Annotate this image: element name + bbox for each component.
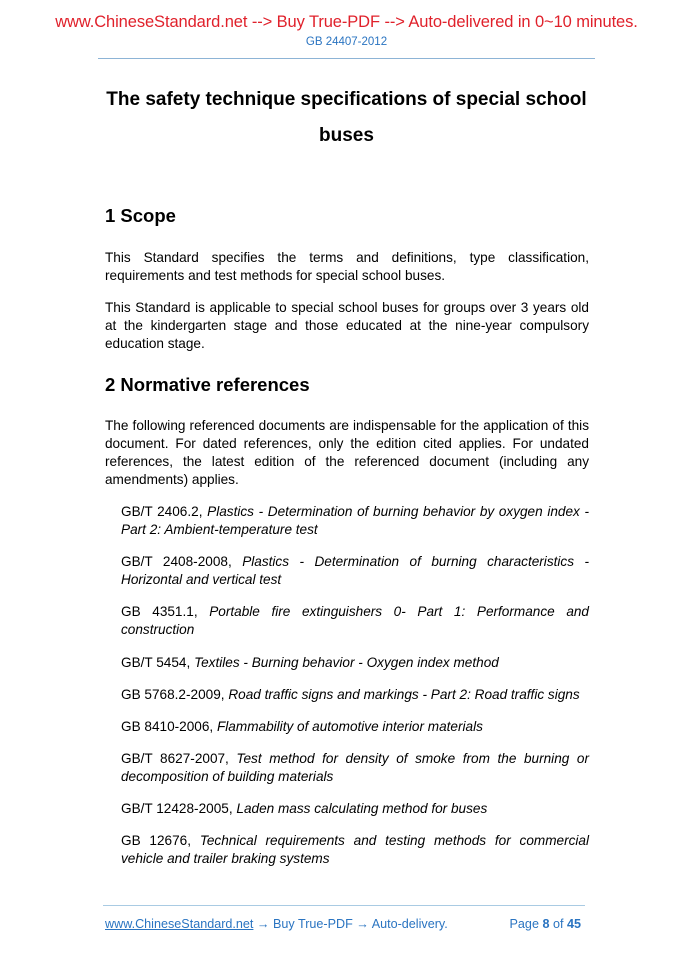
promo-banner[interactable]: www.ChineseStandard.net --> Buy True-PDF --> Auto-delivered in 0~10 minutes. <box>55 13 638 31</box>
reference-title: Flammability of automotive interior materials <box>216 719 483 734</box>
reference-item <box>121 503 589 539</box>
reference-code: GB 8410-2006, <box>121 719 214 734</box>
page-indicator <box>510 917 581 931</box>
reference-item <box>121 553 589 589</box>
reference-code: GB 4351.1, <box>121 604 198 619</box>
footer-link[interactable]: www.ChineseStandard.net <box>105 917 254 931</box>
normative-references-intro: The following referenced documents are indispensable for the application of this document. For dated references, only the edition cited applies. For undated references, the latest edition of the referenced document (including any amendments) applies. <box>105 418 589 487</box>
page-footer <box>105 917 585 931</box>
reference-code: GB/T 8627-2007, <box>121 751 229 766</box>
section-heading-scope: 1 Scope <box>105 205 176 226</box>
section-heading-normative-references: 2 Normative references <box>105 374 310 395</box>
document-title <box>98 82 595 154</box>
page-of: of <box>552 917 564 931</box>
reference-item <box>121 686 589 704</box>
reference-item <box>121 832 589 868</box>
header-divider <box>98 58 595 59</box>
reference-title: Laden mass calculating method for buses <box>236 801 488 816</box>
footer-divider <box>103 905 585 906</box>
title-line-2: buses <box>319 125 374 146</box>
page-current: 8 <box>542 917 550 931</box>
reference-title: Portable fire extinguishers 0- Part 1: Performance and construction <box>121 604 589 637</box>
reference-code: GB/T 5454, <box>121 655 191 670</box>
scope-paragraph-2: This Standard is applicable to special school buses for groups over 3 years old at the kindergarten stage and those educated at the nine-year compulsory education stage. <box>105 300 589 351</box>
scope-paragraph-1: This Standard specifies the terms and definitions, type classification, requirements and test methods for special school buses. <box>105 250 589 283</box>
reference-code: GB 12676, <box>121 833 192 848</box>
reference-item <box>121 750 589 786</box>
reference-item <box>121 603 589 639</box>
footer-text: → Buy True-PDF → Auto-delivery. <box>253 917 448 931</box>
reference-item <box>121 654 589 672</box>
reference-item <box>121 800 589 818</box>
reference-code: GB 5768.2-2009, <box>121 687 225 702</box>
reference-title: Road traffic signs and markings - Part 2: Road traffic signs <box>228 687 580 702</box>
reference-item <box>121 718 589 736</box>
reference-title: Plastics - Determination of burning behavior by oxygen index - Part 2: Ambient-temperature test <box>121 504 589 537</box>
title-line-1: The safety technique specifications of special school <box>106 89 587 110</box>
reference-code: GB/T 2408-2008, <box>121 554 232 569</box>
reference-title: Textiles - Burning behavior - Oxygen index method <box>194 655 499 670</box>
reference-title: Plastics - Determination of burning characteristics - Horizontal and vertical test <box>121 554 589 587</box>
reference-code: GB/T 2406.2, <box>121 504 203 519</box>
reference-code: GB/T 12428-2005, <box>121 801 233 816</box>
page-label: Page <box>509 917 539 931</box>
document-code: GB 24407-2012 <box>305 36 388 48</box>
reference-title: Test method for density of smoke from the burning or decomposition of building materials <box>121 751 589 784</box>
reference-title: Technical requirements and testing methods for commercial vehicle and trailer braking systems <box>121 833 590 866</box>
page-total: 45 <box>566 917 581 931</box>
